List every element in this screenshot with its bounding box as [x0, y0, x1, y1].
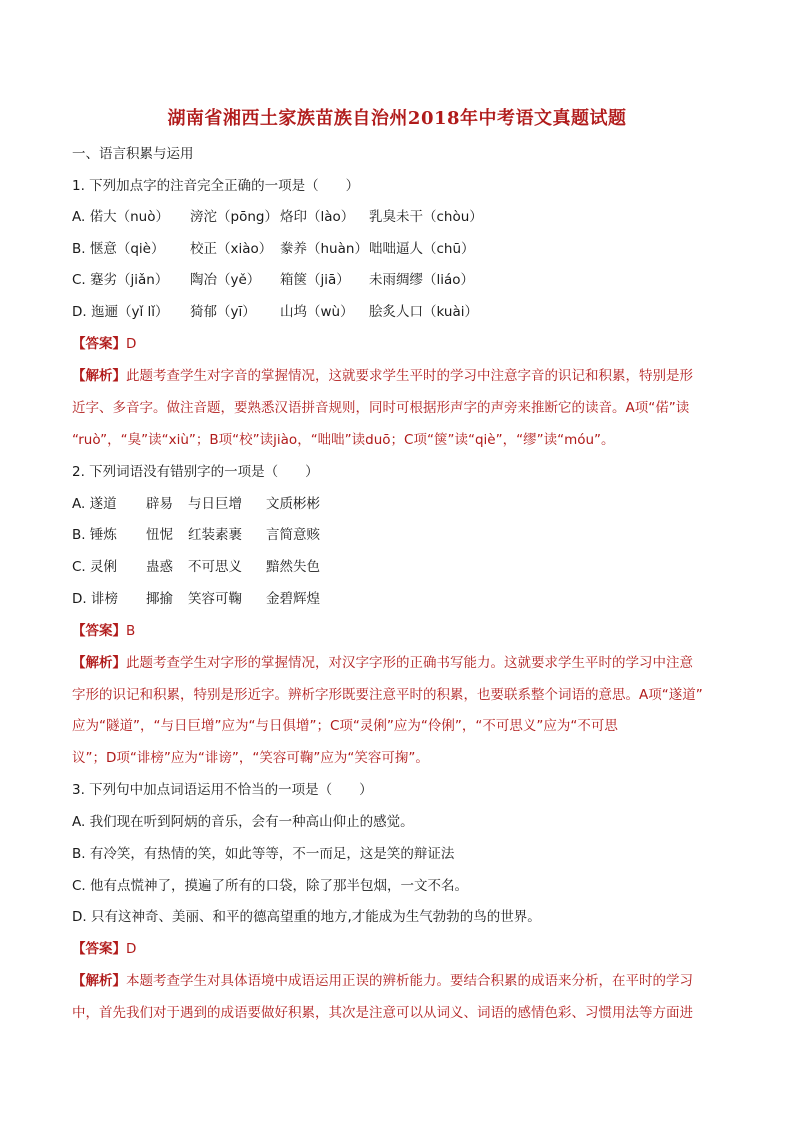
option-text: 忸怩	[146, 527, 173, 543]
option-text: 揶揄	[146, 591, 173, 607]
question-3-option-b: B. 有冷笑，有热情的笑，如此等等，不一而足，这是笑的辩证法	[72, 846, 455, 862]
answer-value: D	[126, 336, 137, 352]
analysis-label: 【解析】	[72, 973, 126, 989]
option-text: 红装素裹	[188, 527, 242, 543]
option-text: B. 锤炼	[72, 527, 117, 543]
option-text: D. 迤逦（yǐ lǐ）	[72, 304, 169, 320]
option-text: C. 灵俐	[72, 559, 118, 575]
question-1-option-a	[72, 207, 483, 227]
question-2-analysis-line-3: 应为“隧道”，“与日巨增”应为“与日俱增”；C项“灵俐”应为“伶俐”，“不可思义”应为“不可思	[72, 718, 618, 734]
answer-value: B	[126, 623, 136, 639]
answer-label: 【答案】	[72, 623, 126, 639]
option-text: C. 蹇劣（jiǎn）	[72, 272, 169, 288]
option-text: A. 偌大（nuò）	[72, 209, 169, 225]
option-text: 校正（xiào）	[190, 241, 273, 257]
question-1-option-b	[72, 239, 475, 259]
option-text: 脍炙人口（kuài）	[369, 304, 478, 320]
question-3-option-c: C. 他有点慌神了，摸遍了所有的口袋，除了那半包烟，一文不名。	[72, 878, 469, 894]
analysis-label: 【解析】	[72, 368, 126, 384]
option-text: D. 诽榜	[72, 591, 118, 607]
question-1-analysis-line-1	[72, 366, 693, 386]
option-text: 辟易	[146, 496, 173, 512]
question-1-stem: 1. 下列加点字的注音完全正确的一项是（ ）	[72, 178, 360, 194]
analysis-text: 此题考查学生对字形的掌握情况，对汉字字形的正确书写能力。这就要求学生平时的学习中注意	[126, 655, 693, 671]
question-1-analysis-line-3: “ruò”，“臭”读“xiù”；B项“校”读jiào，“咄咄”读duō；C项“箧”读“qiè”，“缪”读“móu”。	[72, 432, 615, 448]
option-text: 猗郁（yī）	[190, 304, 256, 320]
answer-value: D	[126, 941, 137, 957]
option-text: 烙印（lào）	[280, 209, 355, 225]
question-3-analysis-line-1	[72, 971, 693, 991]
question-3-option-d: D. 只有这神奇、美丽、和平的德高望重的地方,才能成为生气勃勃的鸟的世界。	[72, 909, 541, 925]
question-3-stem: 3. 下列句中加点词语运用不恰当的一项是（ ）	[72, 782, 373, 798]
option-text: 与日巨增	[188, 496, 242, 512]
option-text: 蛊惑	[146, 559, 173, 575]
section-heading: 一、语言积累与运用	[72, 146, 194, 162]
question-2-option-c	[72, 557, 320, 577]
question-2-analysis-line-1	[72, 653, 693, 673]
option-text: 黯然失色	[266, 559, 320, 575]
analysis-text: 本题考查学生对具体语境中成语运用正误的辨析能力。要结合积累的成语来分析，在平时的学习	[126, 973, 693, 989]
option-text: 豢养（huàn）	[280, 241, 368, 257]
question-2-analysis-line-2: 字形的识记和积累，特别是形近字。辨析字形既要注意平时的积累，也要联系整个词语的意思。A项“遂道”	[72, 687, 703, 703]
question-2-option-b	[72, 525, 320, 545]
option-text: 金碧辉煌	[266, 591, 320, 607]
question-2-analysis-line-4: 议”；D项“诽榜”应为“诽谤”，“笑容可鞠”应为“笑容可掬”。	[72, 750, 429, 766]
question-1-option-d	[72, 302, 478, 322]
option-text: 箱箧（jiā）	[280, 272, 350, 288]
option-text: 山坞（wù）	[280, 304, 354, 320]
answer-label: 【答案】	[72, 336, 126, 352]
question-2-stem: 2. 下列词语没有错别字的一项是（ ）	[72, 464, 319, 480]
option-text: 笑容可鞠	[188, 591, 242, 607]
question-2-option-d	[72, 589, 320, 609]
option-text: 咄咄逼人（chū）	[369, 241, 475, 257]
analysis-label: 【解析】	[72, 655, 126, 671]
question-1-answer	[72, 334, 136, 354]
question-3-answer	[72, 939, 136, 959]
option-text: A. 遂道	[72, 496, 117, 512]
answer-label: 【答案】	[72, 941, 126, 957]
option-text: 文质彬彬	[266, 496, 320, 512]
question-2-answer	[72, 621, 135, 641]
option-text: 乳臭未干（chòu）	[369, 209, 483, 225]
option-text: 未雨绸缪（liáo）	[369, 272, 475, 288]
option-text: 滂沱（pōng）	[190, 209, 278, 225]
question-3-option-a: A. 我们现在听到阿炳的音乐，会有一种高山仰止的感觉。	[72, 814, 414, 830]
question-2-option-a	[72, 494, 320, 514]
question-1-option-c	[72, 270, 474, 290]
analysis-text: 此题考查学生对字音的掌握情况，这就要求学生平时的学习中注意字音的识记和积累，特别是形	[126, 368, 693, 384]
question-3-analysis-line-2: 中，首先我们对于遇到的成语要做好积累，其次是注意可以从词义、词语的感情色彩、习惯用法等方面进	[72, 1005, 693, 1021]
option-text: 陶冶（yě）	[190, 272, 261, 288]
option-text: 言简意赅	[266, 527, 320, 543]
option-text: B. 惬意（qiè）	[72, 241, 165, 257]
question-1-analysis-line-2: 近字、多音字。做注音题，要熟悉汉语拼音规则，同时可根据形声字的声旁来推断它的读音。A项“偌”读	[72, 400, 690, 416]
page-title: 湖南省湘西土家族苗族自治州2018年中考语文真题试题	[167, 108, 627, 129]
option-text: 不可思义	[188, 559, 242, 575]
